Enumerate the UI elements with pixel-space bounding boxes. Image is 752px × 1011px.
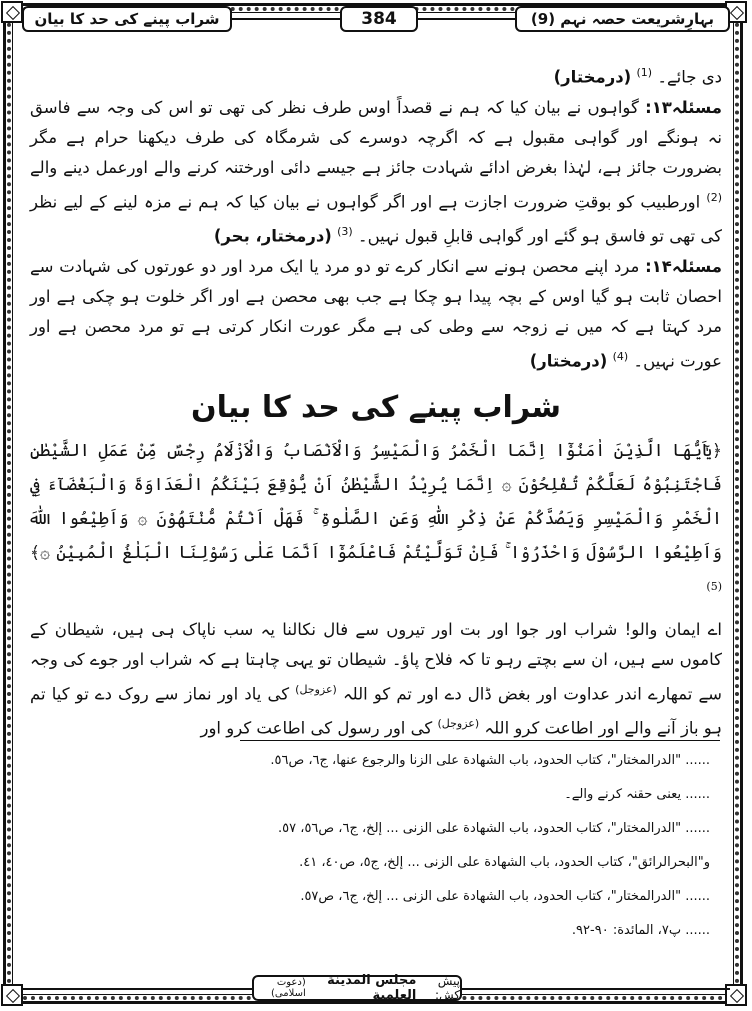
footnote-ref: (2) — [706, 190, 722, 204]
honorific: (عزوجل) — [437, 717, 480, 731]
publisher-name: مجلس المدينة العلمية — [327, 973, 417, 1003]
footnotes — [150, 752, 710, 956]
page-number: 384 — [340, 6, 418, 32]
footnote-divider — [240, 740, 720, 741]
top-line: دی جائے۔ $^{(1)}$ (درمختار) — [553, 66, 722, 87]
corner-ornament-icon — [1, 984, 23, 1006]
book-title: بہارِشریعت حصہ نہم (9) — [515, 6, 730, 32]
page-header — [22, 6, 730, 34]
masala-label: مسئلہ۱۴: — [645, 256, 722, 276]
source-citation: (درمختار، بحر) — [213, 226, 332, 246]
footnote-ref: (5) — [706, 580, 722, 593]
footnote: ...... پ٧، المائدة: ٩٠-٩٢. — [571, 923, 710, 938]
presented-by-label: پیش کش: — [434, 974, 460, 1002]
footnote: ...... "الدرالمختار"، كتاب الحدود، باب الشهادة على الزنا والرجوع عنها، ج٦، ص٥٦. — [270, 753, 710, 768]
publisher-subtitle: (دعوت اسلامی) — [271, 977, 306, 999]
masala-text: اورطبیب کو بوقتِ ضرورت اجازت ہے اور اگر گواہوں نے بیان کیا کہ ہم نے مزہ لینے کے لیے نظر کی تھی تو فاسق ہو گئے اور گواہی قابلِ قبول نہیں۔ — [30, 192, 722, 246]
footnote-ref: (3) — [337, 225, 353, 238]
honorific: (عزوجل) — [295, 682, 337, 696]
footnote-ref: (4) — [612, 349, 629, 363]
section-title: شراب پینے کی حد کا بیان — [191, 390, 561, 425]
corner-ornament-icon — [1, 1, 23, 23]
verse-translation: اے ایمان والو! شراب اور جوا اور بت اور تیروں سے فال نکالنا یہ سب ناپاک ہی ہیں، شیطان کے کاموں سے ہیں، ان سے بچتے رہو تا کہ فلاح پاؤ۔ شیطان تو یہی چاہتا ہے کہ شراب اور جوے کی وجہ سے تمھارے اندر عداوت اور بغض ڈال دے اور تم کو اللہ $^{(عزوجل)}$ کی یاد اور نماز سے روک دے تو کیا تم ہو باز آنے والے اور اطاعت کرو اللہ $^{(عزوجل)}$ کی اور رسول کی اطاعت کرو اور — [30, 619, 722, 738]
quran-verse: ﴿يٰٓاَيُّهَا الَّذِيْنَ اٰمَنُوْٓا اِنَّمَا الْخَمْرُ وَالْمَيْسِرُ وَالْاَنْصَابُ وَالْاَزْلَامُ رِجْسٌ مِّنْ عَمَلِ الشَّيْطٰنِ فَاجْتَنِبُوْهُ لَعَلَّكُمْ تُفْلِحُوْنَ ۞ اِنَّمَا يُرِيْدُ الشَّيْطٰنُ اَنْ يُّوْقِعَ بَيْنَكُمُ الْعَدَاوَةَ وَالْبَغْضَآءَ فِي الْخَمْرِ وَالْمَيْسِرِ وَيَصُدَّكُمْ عَنْ ذِكْرِ اللّٰهِ وَعَنِ الصَّلٰوةِ ۚ فَهَلْ اَنْتُمْ مُّنْتَهُوْنَ ۞ وَاَطِيْعُوا اللّٰهَ وَاَطِيْعُوا الرَّسُوْلَ وَاحْذَرُوْا ۚ فَاِنْ تَوَلَّيْتُمْ فَاعْلَمُوْٓا اَنَّمَا عَلٰى رَسُوْلِنَا الْبَلٰغُ الْمُبِيْنُ ۞﴾ $^{(5)}$ — [30, 441, 722, 593]
masala-text: گواہوں نے بیان کیا کہ ہم نے قصداً اوس طرف نظر کی تھی تو اس کی وجہ سے فاسق نہ ہونگے اور گواہی مقبول ہے کہ اگرچہ دوسرے کی شرمگاہ کی طرف دیکھنا حرام ہے مگر بضرورت جائز ہے، لہٰذا بغرض ادائے شہادت جائز ہے جیسے دائی اورختنہ کرنے والے اورعمل دینے والے — [30, 97, 722, 177]
footnote: ...... "الدرالمختار"، كتاب الحدود، باب الشهادة على الزنى ... إلخ، ج٦، ص٥٦، ٥٧. — [278, 821, 710, 836]
masala-text: مرد اپنے محصن ہونے سے انکار کرے تو دو مرد یا ایک مرد اور دو عورتوں کی شہادت سے احصان ثابت ہو گیا اوس کے بچہ پیدا ہو چکا ہے جب بھی محصن ہے اور اگر خلوت ہو چکی ہے اور مرد کہتا ہے کہ میں نے زوجہ سے وطی کی ہے مگر عورت انکار کرتی ہے تو مرد محصن ہے اور عورت نہیں۔ — [30, 256, 722, 370]
source-citation: (درمختار) — [553, 67, 632, 87]
masala-13 — [30, 93, 722, 252]
footnote-ref: (1) — [636, 66, 653, 79]
page-body — [30, 58, 722, 744]
masala-label: مسئلہ۱۳: — [645, 97, 722, 117]
chapter-title: شراب پینے کی حد کا بیان — [22, 6, 232, 32]
page-footer — [252, 975, 462, 1001]
source-citation: (درمختار) — [529, 351, 608, 370]
masala-14 — [30, 252, 722, 377]
footnote: ...... "الدرالمختار"، كتاب الحدود، باب الشهادة على الزنى ... إلخ، ج٦، ص٥٧. — [300, 889, 710, 904]
footnote: ...... یعنی حقنہ کرنے والے۔ — [564, 787, 710, 802]
footnote: و"البحرالرائق"، كتاب الحدود، باب الشهادة على الزنى ... إلخ، ج٥، ص٤٠، ٤١. — [299, 855, 710, 870]
